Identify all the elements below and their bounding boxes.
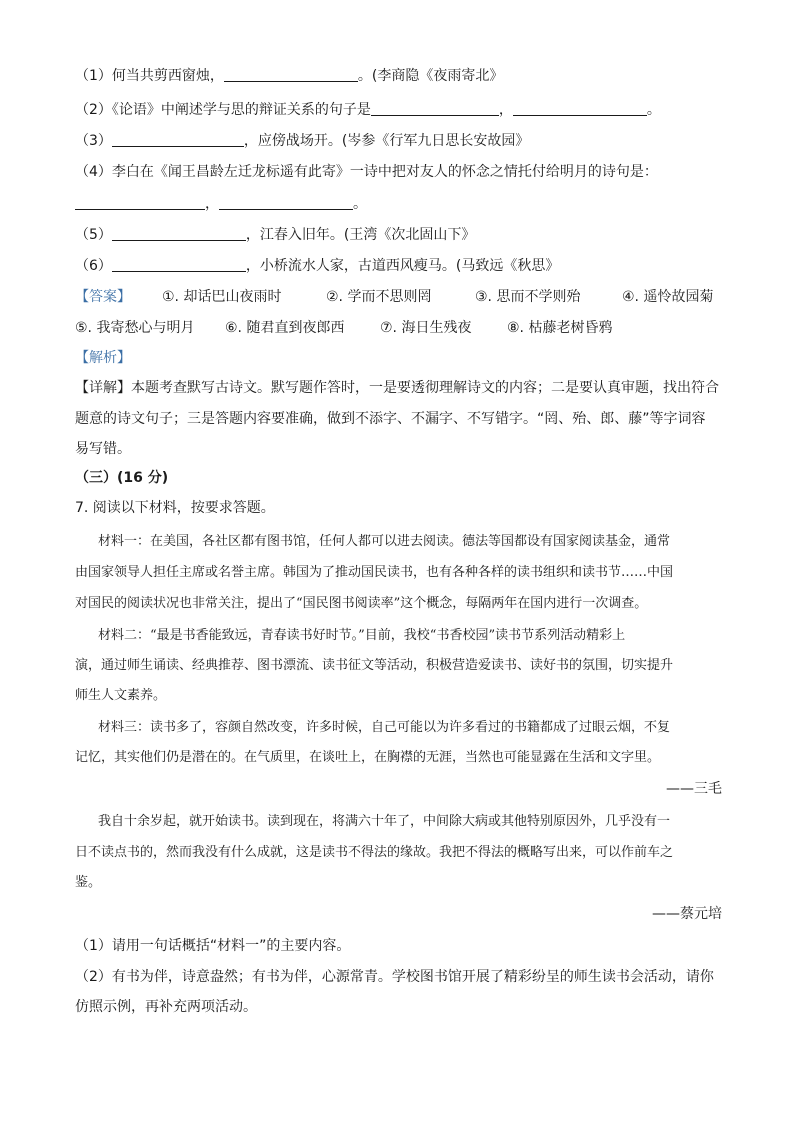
separator: ， [498,102,513,118]
analysis-line: 【详解】本题考查默写古诗文。默写题作答时，一是要透彻理解诗文的内容；二是要认真审题，找出符合 [75,380,719,396]
q6-item-4-text: （4）李白在《闻王昌龄左迁龙标遥有此寄》一诗中把对友人的怀念之情托付给明月的诗句是： [75,164,658,180]
author-attribution: ——蔡元培 [652,906,722,922]
answer-blank[interactable] [371,101,499,116]
q6-item-1-prefix: （1）何当共剪西窗烛， [75,68,224,84]
answer-blank[interactable] [219,195,353,210]
q6-item-5-prefix: （5） [75,227,112,243]
q6-item-3 [75,131,529,151]
q6-item-2-prefix: （2）《论语》中阐述学与思的辩证关系的句子是 [75,102,371,118]
q6-item-5-source: ，江春入旧年。(王湾《次北固山下》 [245,227,476,243]
answer-blank[interactable] [224,67,358,82]
answer-blank[interactable] [112,132,244,147]
answer-item: ⑤. 我寄愁心与明月 [75,320,195,336]
author-attribution: ——三毛 [666,781,722,797]
analysis-line: 题意的诗文句子；三是答题内容要准确，做到不添字、不漏字、不写错字。“罔、殆、郎、藤”等字词容 [75,411,706,427]
answer-item: ⑧. 枯藤老树昏鸦 [507,320,613,336]
material-4-line: 鉴。 [75,875,102,890]
q7-stem: 7. 阅读以下材料，按要求答题。 [75,500,275,516]
answer-item: ①. 却话巴山夜雨时 [162,289,282,305]
answer-row-2 [75,318,613,338]
q6-item-6-prefix: （6） [75,258,112,274]
q6-item-3-prefix: （3） [75,133,112,149]
q6-item-4-blanks [75,194,367,214]
q7-sub-question-2: （2）有书为伴，诗意盎然；有书为伴，心源常青。学校图书馆开展了精彩纷呈的师生读书会活动，请你 [75,969,714,985]
material-1-line: 材料一：在美国，各社区都有图书馆，任何人都可以进去阅读。德法等国都设有国家阅读基金，通常 [98,534,671,549]
material-4-line: 日不读点书的，然而我没有什么成就，这是读书不得法的缘故。我把不得法的概略写出来，可以作前车之 [75,845,674,860]
answer-blank[interactable] [112,226,246,241]
answer-item: ④. 遥怜故园菊 [622,289,714,305]
answer-row-1 [75,287,714,307]
material-2-line: 师生人文素养。 [75,688,167,703]
q6-item-1-source: 。(李商隐《夜雨寄北》 [357,68,504,84]
q6-item-6-source: ，小桥流水人家，古道西风瘦马。(马致远《秋思》 [245,258,560,274]
separator: ， [205,196,219,212]
q6-item-5 [75,225,475,245]
q6-item-4 [75,162,658,182]
answer-blank[interactable] [75,195,205,210]
q6-item-2 [75,100,661,120]
answer-item: ③. 思而不学则殆 [475,289,581,305]
q6-item-1 [75,66,503,86]
material-3-line: 材料三：读书多了，容颜自然改变，许多时候，自己可能以为许多看过的书籍都成了过眼云烟，不复 [98,720,671,735]
answer-item: ②. 学而不思则罔 [326,289,432,305]
q7-sub-question-2: 仿照示例，再补充两项活动。 [75,999,257,1015]
q6-item-6 [75,256,559,276]
q6-item-3-source: ，应傍战场开。(岑参《行军九日思长安故园》 [243,133,530,149]
section-heading: （三）(16 分) [75,470,169,486]
analysis-line: 易写错。 [75,441,131,457]
material-2-line: 材料二：“最是书香能致远，青春读书好时节。”目前，我校“书香校园”读书节系列活动精彩上 [98,628,626,643]
period: 。 [646,102,661,118]
material-3-line: 记忆，其实他们仍是潜在的。在气质里，在谈吐上，在胸襟的无涯，当然也可能显露在生活和文字里。 [75,750,661,765]
period: 。 [353,196,367,212]
answer-blank[interactable] [513,101,647,116]
analysis-label: 【解析】 [75,350,131,366]
q7-sub-question-1: （1）请用一句话概括“材料一”的主要内容。 [75,938,351,954]
answer-item: ⑦. 海日生残夜 [380,320,472,336]
material-1-line: 对国民的阅读状况也非常关注，提出了“国民图书阅读率”这个概念，每隔两年在国内进行一次调查。 [75,596,648,611]
material-2-line: 演，通过师生诵读、经典推荐、图书漂流、读书征文等活动，积极营造爱读书、读好书的氛围，切实提升 [75,658,674,673]
material-4-line: 我自十余岁起，就开始读书。读到现在，将满六十年了，中间除大病或其他特别原因外，几乎没有一 [98,814,671,829]
material-1-line: 由国家领导人担任主席或名誉主席。韩国为了推动国民读书，也有各种各样的读书组织和读书节……中国 [75,565,674,580]
answer-item: ⑥. 随君直到夜郎西 [225,320,345,336]
answer-blank[interactable] [112,257,246,272]
answer-label: 【答案】 [75,289,131,305]
